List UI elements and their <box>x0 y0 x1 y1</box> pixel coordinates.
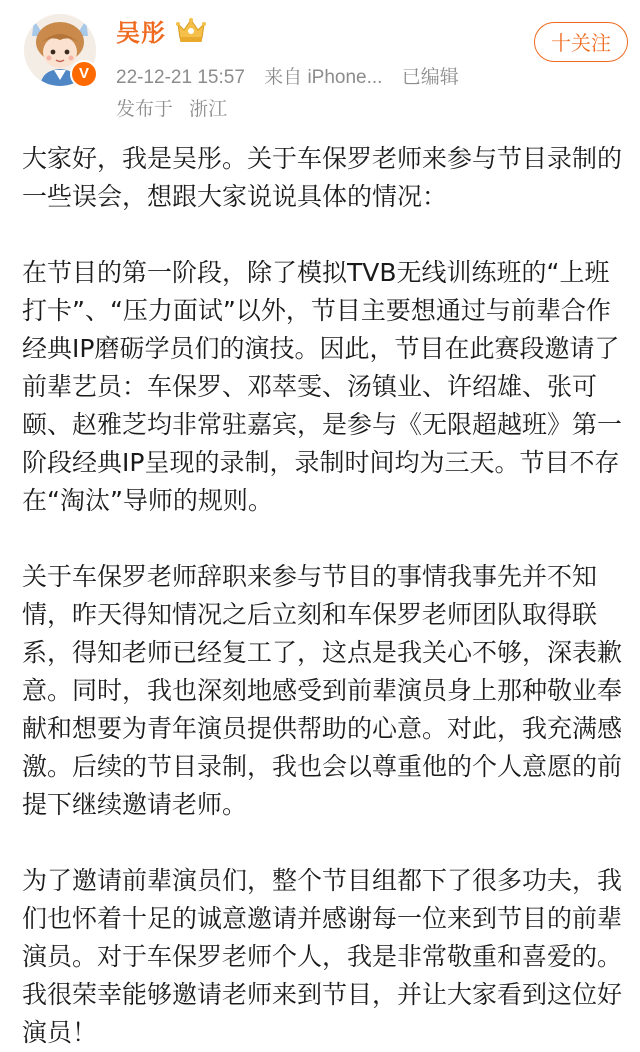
edited-label[interactable]: 已编辑 <box>401 67 459 88</box>
author-name[interactable]: 吴彤 <box>116 18 166 47</box>
verified-v-icon: V <box>70 60 98 88</box>
post-paragraph: 在节目的第一阶段，除了模拟TVB无线训练班的“上班打卡”、“压力面试”以外，节目主要想通过与前辈合作经典IP磨砺学员们的演技。因此，节目在此赛段邀请了前辈艺员：车保罗、邓萃雯、汤镇业、许绍雄、张可颐、赵雅芝均非常驻嘉宾，是参与《无限超越班》第一阶段经典IP呈现的录制，录制时间均为三天。节目不存在“淘汰”导师的规则。 <box>22 258 623 515</box>
post-meta <box>116 62 459 89</box>
follow-button[interactable]: 十关注 <box>534 22 628 62</box>
post-source[interactable]: 来自 iPhone... <box>264 67 383 88</box>
post-paragraph: 大家好，我是吴彤。关于车保罗老师来参与节目录制的一些误会，想跟大家说说具体的情况： <box>22 144 623 211</box>
post-paragraph: 关于车保罗老师辞职来参与节目的事情我事先并不知情，昨天得知情况之后立刻和车保罗老师团队取得联系，得知老师已经复工了，这点是我关心不够，深表歉意。同时，我也深刻地感受到前辈演员身上那种敬业奉献和想要为青年演员提供帮助的心意。对此，我充满感激。后续的节目录制，我也会以尊重他的个人意愿的前提下继续邀请老师。 <box>22 562 623 819</box>
post-paragraph: 为了邀请前辈演员们，整个节目组都下了很多功夫，我们也怀着十足的诚意邀请并感谢每一位来到节目的前辈演员。对于车保罗老师个人，我是非常敬重和喜爱的。我很荣幸能够邀请老师来到节目，并让大家看到这位好演员！ <box>22 866 623 1047</box>
post-date: 22-12-21 15:57 <box>116 67 245 88</box>
avatar[interactable] <box>24 14 96 86</box>
location-name: 浙江 <box>189 98 228 120</box>
post-header <box>0 0 640 130</box>
post-location <box>116 94 227 121</box>
author-row <box>116 12 208 48</box>
post-content <box>22 140 622 1052</box>
location-prefix: 发布于 <box>116 98 174 120</box>
vip-crown-icon[interactable] <box>174 16 208 44</box>
